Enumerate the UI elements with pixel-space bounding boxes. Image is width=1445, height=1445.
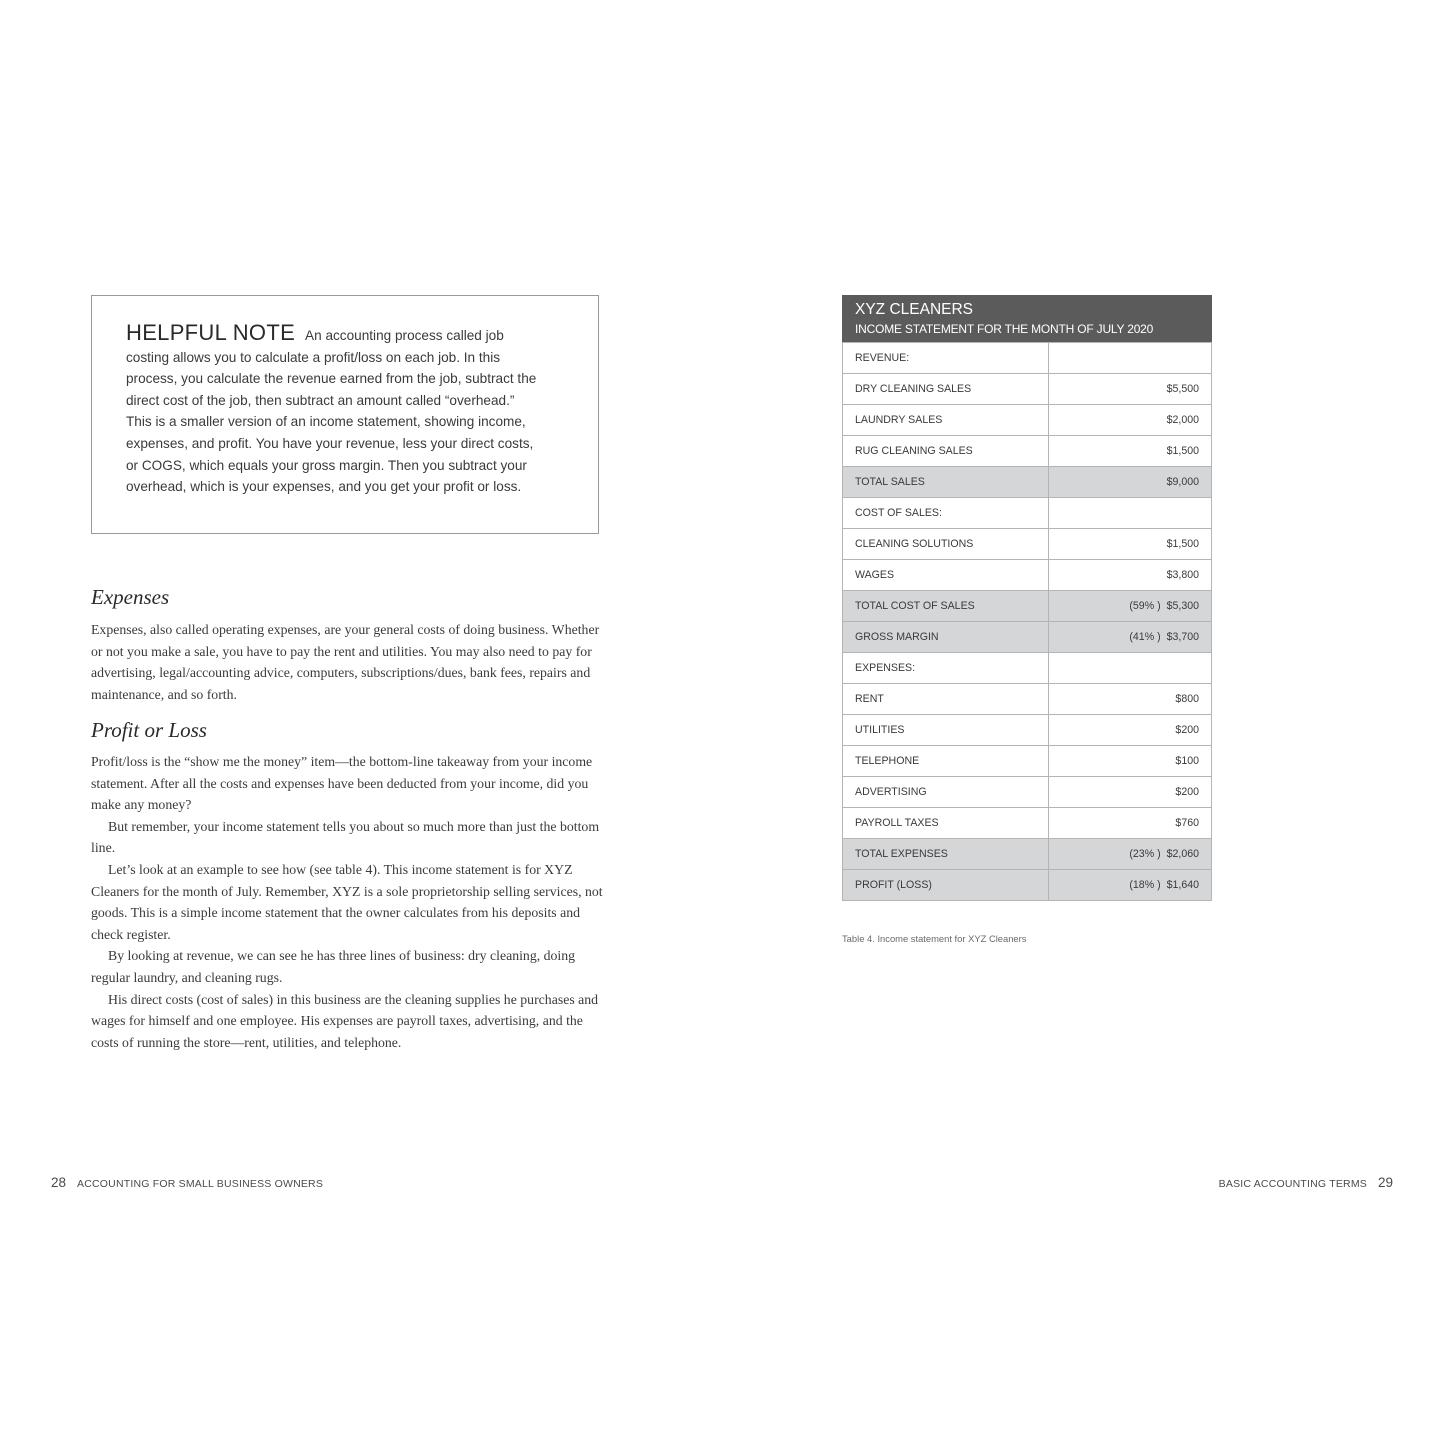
- row-value-cell: [1049, 839, 1212, 870]
- row-amount: $1,500: [1166, 538, 1199, 550]
- row-value-cell: [1049, 405, 1212, 436]
- footer-right: [1219, 1174, 1393, 1192]
- table-title: XYZ CLEANERS: [855, 301, 974, 318]
- paragraph: But remember, your income statement tells you about so much more than just the bottom line.: [91, 818, 600, 856]
- row-percent: (18% ): [1129, 879, 1161, 891]
- row-value-cell: [1049, 808, 1212, 839]
- table-caption: Table 4. Income statement for XYZ Cleaners: [842, 933, 1027, 944]
- table-row: [843, 653, 1212, 684]
- profit-or-loss-heading: Profit or Loss: [91, 718, 207, 742]
- row-value-cell: [1049, 529, 1212, 560]
- row-value-cell: [1049, 436, 1212, 467]
- row-label: DRY CLEANING SALES: [843, 374, 1049, 405]
- row-amount: $3,700: [1166, 631, 1199, 643]
- row-label: CLEANING SOLUTIONS: [843, 529, 1049, 560]
- table-row: [843, 560, 1212, 591]
- helpful-note-text: [126, 322, 538, 498]
- row-label: TOTAL COST OF SALES: [843, 591, 1049, 622]
- page-number-right: 29: [1377, 1175, 1393, 1190]
- footer-left: [51, 1174, 323, 1192]
- table-row: [843, 343, 1212, 374]
- row-label: EXPENSES:: [843, 653, 1049, 684]
- row-amount: $5,500: [1166, 383, 1199, 395]
- table-header: [842, 295, 1212, 342]
- row-value-cell: [1049, 374, 1212, 405]
- table-row: [843, 715, 1212, 746]
- table-row: [843, 870, 1212, 901]
- row-value-cell: [1049, 560, 1212, 591]
- row-label: TELEPHONE: [843, 746, 1049, 777]
- table-row: [843, 374, 1212, 405]
- helpful-note-box: [91, 295, 599, 534]
- expenses-heading: Expenses: [91, 585, 170, 609]
- row-amount: $9,000: [1166, 476, 1199, 488]
- row-value-cell: [1049, 622, 1212, 653]
- table-row: [843, 405, 1212, 436]
- row-value-cell: [1049, 870, 1212, 901]
- table-row: [843, 808, 1212, 839]
- row-value-cell: [1049, 684, 1212, 715]
- paragraph: Expenses, also called operating expenses, are your general costs of doing business. Whether or not you make a sale, you have to pay the rent and utilities. You may also need to pay for advertising, legal/accounting advice, computers, subscriptions/dues, bank fees, repairs and maintenance, and so forth.: [91, 622, 600, 702]
- row-value-cell: [1049, 653, 1212, 684]
- table-row: [843, 839, 1212, 870]
- table-row: [843, 467, 1212, 498]
- row-label: REVENUE:: [843, 343, 1049, 374]
- table-row: [843, 498, 1212, 529]
- row-label: RUG CLEANING SALES: [843, 436, 1049, 467]
- table-row: [843, 591, 1212, 622]
- row-percent: (23% ): [1129, 848, 1161, 860]
- expenses-body: [91, 619, 603, 705]
- row-label: TOTAL EXPENSES: [843, 839, 1049, 870]
- profit-or-loss-body: [91, 751, 603, 1053]
- table-row: [843, 777, 1212, 808]
- paragraph: His direct costs (cost of sales) in this business are the cleaning supplies he purchases and wages for himself and one employee. His expenses are payroll taxes, advertising, and the costs of running the store—rent, utilities, and telephone.: [91, 991, 599, 1050]
- row-amount: $1,500: [1166, 445, 1199, 457]
- row-value-cell: [1049, 591, 1212, 622]
- paragraph: Let’s look at an example to see how (see table 4). This income statement is for XYZ Cleaners for the month of July. Remember, XYZ is a sole proprietorship selling services, not goods. This is a simple income statement that the owner calculates from his deposits and check register.: [91, 861, 603, 942]
- table-row: [843, 684, 1212, 715]
- paragraph: Profit/loss is the “show me the money” item—the bottom-line takeaway from your income statement. After all the costs and expenses have been deducted from your income, did you make any money?: [91, 754, 593, 813]
- table-row: [843, 622, 1212, 653]
- row-percent: (59% ): [1129, 600, 1161, 612]
- page-number-left: 28: [51, 1175, 67, 1190]
- row-amount: $200: [1175, 786, 1199, 798]
- row-label: TOTAL SALES: [843, 467, 1049, 498]
- table-row: [843, 746, 1212, 777]
- row-amount: $760: [1175, 817, 1199, 829]
- row-label: COST OF SALES:: [843, 498, 1049, 529]
- row-value-cell: [1049, 746, 1212, 777]
- table-row: [843, 529, 1212, 560]
- row-amount: $5,300: [1166, 600, 1199, 612]
- row-amount: $800: [1175, 693, 1199, 705]
- table-row: [843, 436, 1212, 467]
- row-amount: $2,000: [1166, 414, 1199, 426]
- helpful-note-title: HELPFUL NOTE: [126, 320, 296, 345]
- helpful-note-body: An accounting process called job costing allows you to calculate a profit/loss on each job. In this process, you calculate the revenue earned from the job, subtract the direct cost of the job, then subtract an amount called “overhead.” This is a smaller version of an income statement, showing income, expenses, and profit. You have your revenue, less your direct costs, or COGS, which equals your gross margin. Then you subtract your overhead, which is your expenses, and you get your profit or loss.: [126, 328, 537, 495]
- row-label: PAYROLL TAXES: [843, 808, 1049, 839]
- row-label: PROFIT (LOSS): [843, 870, 1049, 901]
- row-amount: $1,640: [1166, 879, 1199, 891]
- row-label: UTILITIES: [843, 715, 1049, 746]
- running-head-left: ACCOUNTING FOR SMALL BUSINESS OWNERS: [77, 1178, 324, 1190]
- row-amount: $3,800: [1166, 569, 1199, 581]
- row-value-cell: [1049, 498, 1212, 529]
- row-amount: $2,060: [1166, 848, 1199, 860]
- row-label: WAGES: [843, 560, 1049, 591]
- row-value-cell: [1049, 467, 1212, 498]
- row-label: RENT: [843, 684, 1049, 715]
- row-label: GROSS MARGIN: [843, 622, 1049, 653]
- row-label: ADVERTISING: [843, 777, 1049, 808]
- table-subtitle: INCOME STATEMENT FOR THE MONTH OF JULY 2020: [855, 322, 1154, 336]
- income-statement-grid: [842, 342, 1212, 901]
- income-statement-table: [842, 295, 1212, 901]
- paragraph: By looking at revenue, we can see he has three lines of business: dry cleaning, doing regular laundry, and cleaning rugs.: [91, 948, 576, 985]
- row-value-cell: [1049, 715, 1212, 746]
- running-head-right: BASIC ACCOUNTING TERMS: [1218, 1178, 1367, 1190]
- row-percent: (41% ): [1129, 631, 1161, 643]
- row-label: LAUNDRY SALES: [843, 405, 1049, 436]
- row-value-cell: [1049, 343, 1212, 374]
- row-amount: $200: [1175, 724, 1199, 736]
- row-amount: $100: [1175, 755, 1199, 767]
- row-value-cell: [1049, 777, 1212, 808]
